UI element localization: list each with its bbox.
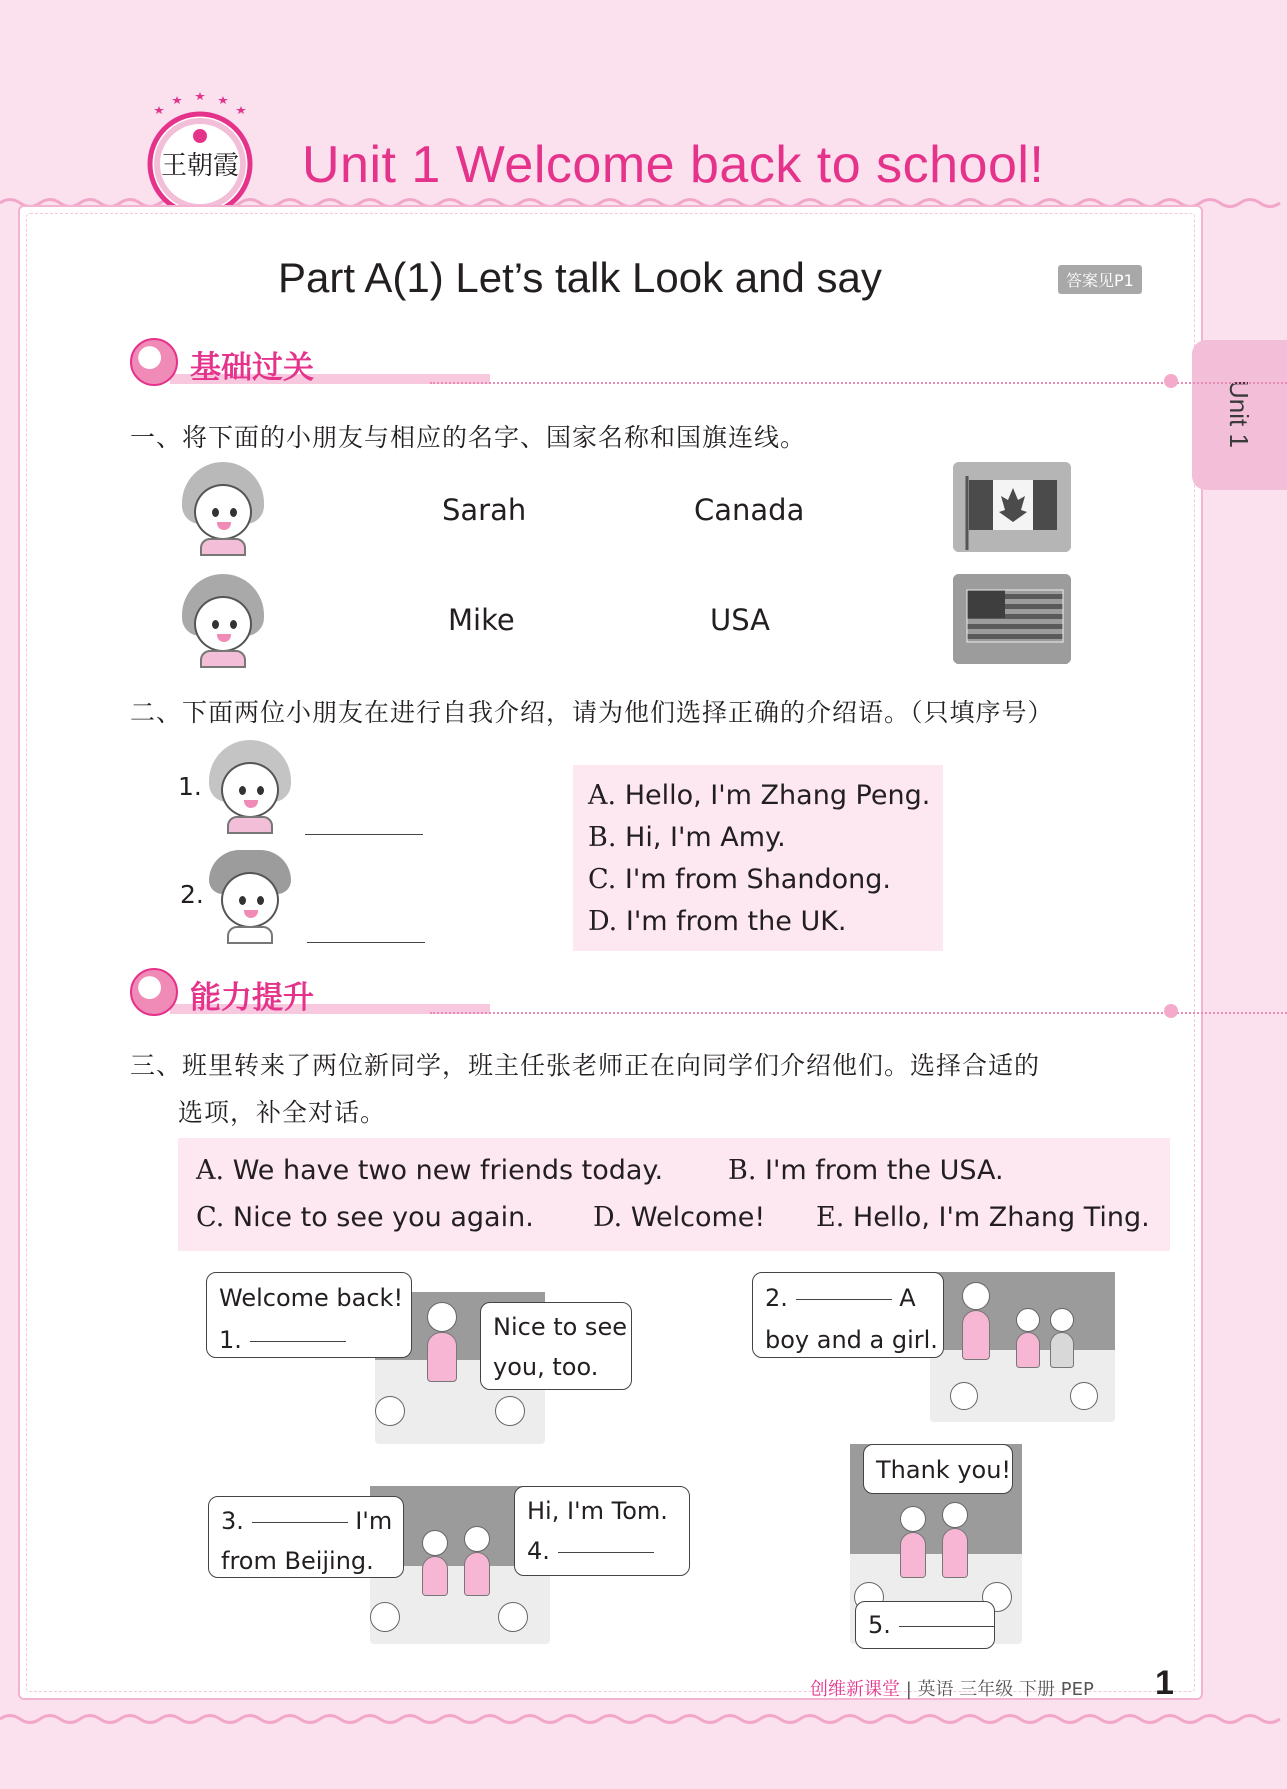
answer-reference-tag: 答案见P1 (1058, 265, 1142, 294)
name-label: Sarah (442, 493, 527, 527)
question-3-instruction: 三、班里转来了两位新同学，班主任张老师正在向同学们介绍他们。选择合适的 (130, 1051, 1041, 1080)
option-a: A. Hello, I'm Zhang Peng. (588, 780, 931, 811)
country-label: Canada (694, 493, 805, 527)
speech-bubble-students-2 (855, 1601, 995, 1649)
speech-bubble-boy (514, 1486, 690, 1576)
option-d: D. Welcome! (593, 1202, 766, 1233)
boy-avatar (178, 462, 268, 557)
section-header-end-dot (1164, 374, 1178, 388)
footer-separator: | (905, 1679, 912, 1700)
answer-blank-2[interactable] (307, 941, 425, 943)
side-tab-label: Unit 1 (1224, 380, 1254, 448)
classroom-scene-2 (930, 1272, 1115, 1422)
publisher-logo (140, 92, 260, 217)
bubble-blank-line: 1. (219, 1319, 399, 1361)
option-b: B. I'm from the USA. (728, 1155, 1004, 1186)
option-b: B. Hi, I'm Amy. (588, 822, 786, 853)
bubble-text: Thank you! (876, 1456, 1012, 1484)
country-label: USA (710, 603, 771, 637)
answer-blank-1[interactable] (305, 833, 423, 835)
mascot-icon (130, 968, 178, 1016)
bubble-text: Nice to see (493, 1313, 627, 1341)
bubble-text: Hi, I'm Tom. (527, 1497, 668, 1525)
section-header-dotted-line (430, 1012, 1287, 1014)
option-a: A. We have two new friends today. (196, 1155, 664, 1186)
speech-bubble-girl (208, 1496, 404, 1578)
option-c: C. I'm from Shandong. (588, 864, 891, 895)
answer-blank-q3-4[interactable] (558, 1551, 654, 1553)
option-c: C. Nice to see you again. (196, 1202, 534, 1233)
footer-meta: 英语 三年级 下册 PEP (917, 1679, 1094, 1700)
answer-blank-q3-1[interactable] (250, 1340, 346, 1342)
item-number: 1. (178, 772, 202, 801)
question-3-instruction-cont: 选项，补全对话。 (178, 1098, 387, 1127)
decorative-wave-bottom (0, 1712, 1287, 1726)
bubble-blank-line: 3. I'm (221, 1507, 393, 1535)
mascot-icon (130, 338, 178, 386)
answer-blank-q3-5[interactable] (899, 1625, 995, 1627)
bubble-text: you, too. (493, 1353, 599, 1381)
girl-waving-avatar (205, 740, 295, 835)
speech-bubble-teacher-2 (752, 1272, 944, 1358)
bubble-text: boy and a girl. (765, 1326, 938, 1354)
question-1-instruction: 一、将下面的小朋友与相应的名字、国家名称和国旗连线。 (130, 423, 807, 452)
question-2-instruction: 二、下面两位小朋友在进行自我介绍，请为他们选择正确的介绍语。（只填序号） (130, 698, 1054, 727)
speech-bubble-thanks (863, 1444, 1013, 1494)
bubble-text: from Beijing. (221, 1547, 374, 1575)
canada-flag-icon (953, 462, 1071, 552)
option-d: D. I'm from the UK. (588, 906, 847, 937)
name-label: Mike (448, 603, 515, 637)
bubble-blank-line: 4. (527, 1531, 677, 1571)
answer-blank-q3-3[interactable] (252, 1521, 348, 1523)
boy-smiling-avatar (205, 850, 295, 945)
speech-bubble-students (480, 1302, 632, 1390)
section-header-dotted-line (430, 382, 1287, 384)
page-number: 1 (1155, 1664, 1174, 1702)
option-e: E. Hello, I'm Zhang Ting. (816, 1202, 1150, 1233)
item-number: 2. (180, 880, 204, 909)
bubble-blank-line: 5. (868, 1606, 982, 1644)
bubble-text: Welcome back! (219, 1284, 404, 1312)
answer-blank-q3-2[interactable] (796, 1298, 892, 1300)
footer-info (810, 1675, 1094, 1701)
girl-avatar (178, 574, 268, 669)
footer-brand: 创维新课堂 (810, 1679, 900, 1700)
section-header-basic (130, 338, 1160, 386)
side-tab-unit (1192, 340, 1287, 490)
section-header-advanced (130, 968, 1160, 1016)
section-title: 基础过关 (190, 350, 314, 386)
part-title: Part A(1) Let’s talk Look and say (278, 254, 882, 301)
section-title: 能力提升 (190, 980, 314, 1016)
speech-bubble-teacher (206, 1272, 412, 1358)
section-header-end-dot (1164, 1004, 1178, 1018)
unit-title: Unit 1 Welcome back to school! (302, 136, 1045, 194)
logo-text: 王朝霞 (160, 151, 240, 181)
usa-flag-icon (953, 574, 1071, 664)
bubble-blank-line: 2. A (765, 1284, 916, 1312)
